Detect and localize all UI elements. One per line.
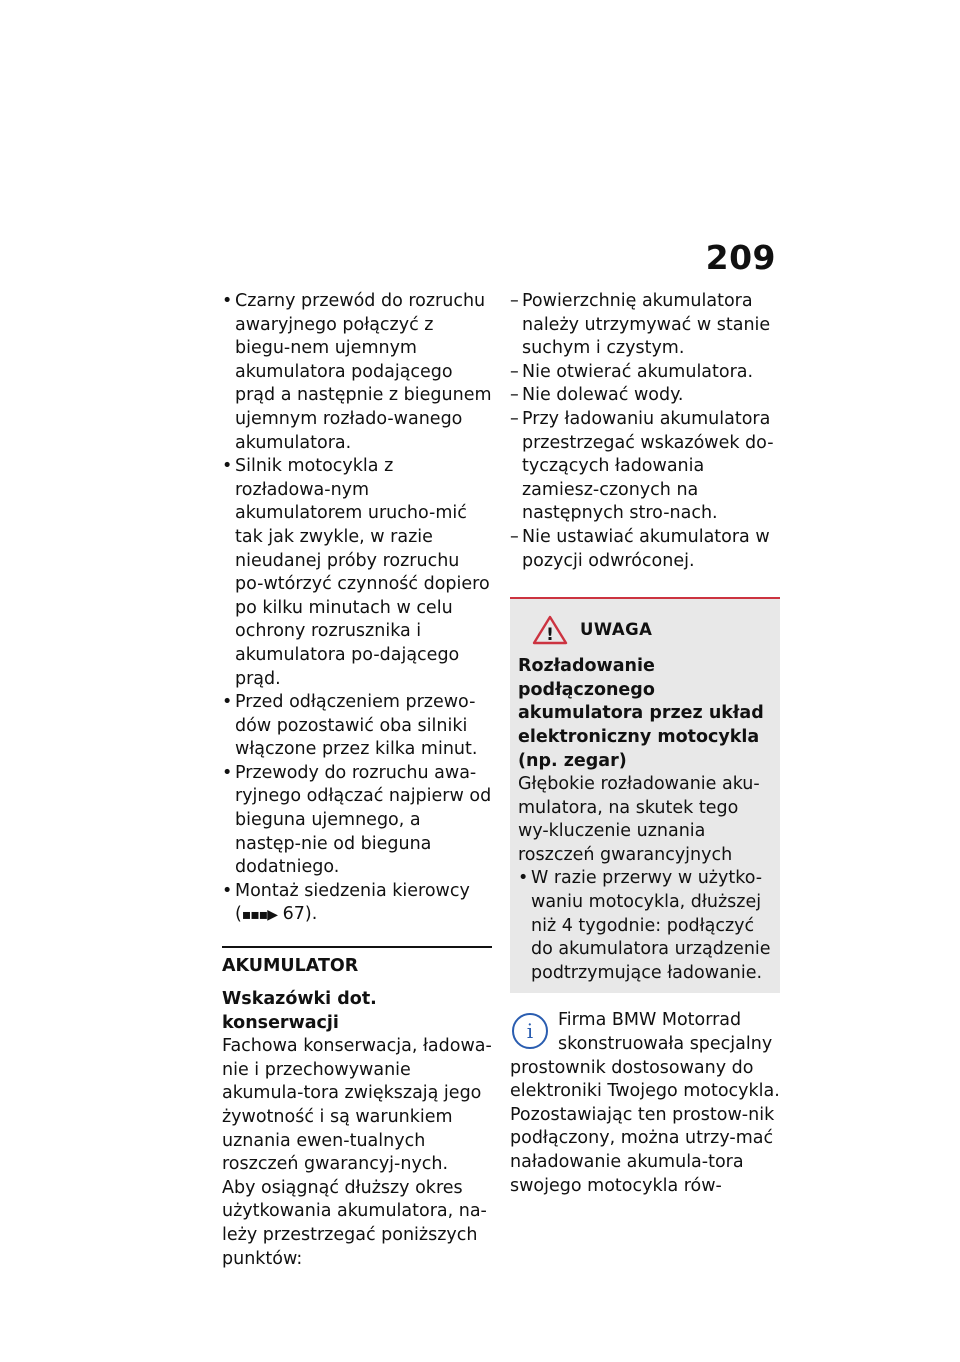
list-item-text: Przy ładowaniu akumulatora przestrzegać wskazówek do-tyczących ładowania zamiesz-czonych na następnych stro-nach. [522, 408, 774, 524]
list-item-text: Przed odłączeniem przewo-dów pozostawić oba silniki włączone przez kilka minut. [235, 692, 478, 760]
section-divider [222, 946, 492, 1271]
list-item [510, 290, 780, 361]
bullet-mark: • [222, 880, 233, 901]
list-item-text: Powierzchnię akumulatora należy utrzymywać w stanie suchym i czystym. [522, 291, 771, 359]
page-ref-arrow-icon: ▪▪▪▶ [241, 907, 278, 924]
list-item [222, 455, 492, 691]
ref-page: 67). [277, 904, 318, 925]
list-item [510, 408, 780, 526]
dash-mark: – [510, 361, 519, 382]
list-item [510, 384, 780, 408]
warning-box [510, 597, 780, 993]
bullet-mark: • [222, 692, 233, 713]
dash-mark: – [510, 291, 519, 311]
paragraph: Aby osiągnąć dłuższy okres użytkowania akumulatora, na-leży przestrzegać poniższych punktów: [222, 1177, 487, 1269]
warning-title: Rozładowanie podłączonego akumulatora przez układ elektroniczny motocykla (np. zegar) [518, 656, 764, 771]
warning-glyph: ! [546, 625, 554, 646]
list-item-text: Przewody do rozruchu awa-ryjnego odłączać najpierw od bieguna ujemnego, a następ-nie od bieguna dodatniego. [235, 762, 492, 878]
list-item [222, 880, 492, 928]
section-title: AKUMULATOR [222, 956, 359, 977]
list-item-text: Czarny przewód do rozruchu awaryjnego połączyć z biegu-nem ujemnym akumulatora podającego prąd a następnie z biegunem ujemnym rozłado-wanego akumulatora. [235, 291, 492, 453]
list-item-text: W razie przerwy w użytko-waniu motocykla, dłuższej niż 4 tygodnie: podłączyć do akumulatora urządzenie podtrzymujące ładowanie. [531, 868, 771, 983]
list-item-text: Nie ustawiać akumulatora w pozycji odwróconej. [522, 526, 770, 571]
bullet-mark: • [518, 868, 529, 889]
list-item [222, 290, 492, 455]
warning-label: UWAGA [580, 620, 653, 640]
info-icon [510, 1011, 550, 1051]
info-note [510, 1009, 780, 1198]
dash-mark: – [510, 526, 519, 547]
ref-open: ( [235, 904, 242, 925]
warning-triangle-icon [532, 615, 568, 645]
page-number: 209 [705, 238, 776, 277]
list-item-text: Silnik motocykla z rozładowa-nym akumulatorem urucho-mić tak jak zwykle, w razie nieudanej próby rozruchu po-wtórzyć czynność dopiero po kilku minutach w celu ochrony rozrusznika i akumulatora po-dającego prąd. [235, 456, 490, 689]
note-text: Firma BMW Motorrad skonstruowała specjalny prostownik dostosowany do elektroniki Twojego motocykla. Pozostawiając ten prostow-nik podłączony, można utrzy-mać naładowanie akumula-tora swojego motocykla rów- [510, 1010, 780, 1196]
list-item [222, 762, 492, 880]
list-item [510, 361, 780, 385]
list-item [222, 691, 492, 762]
subsection-title: Wskazówki dot. konserwacji [222, 989, 377, 1033]
bullet-mark: • [222, 762, 233, 783]
warning-header [518, 615, 774, 645]
list-item-text: Nie dolewać wody. [522, 385, 684, 406]
list-item [518, 867, 774, 985]
bullet-mark: • [222, 456, 233, 477]
dash-mark: – [510, 385, 519, 406]
page-reference[interactable] [235, 904, 317, 924]
bullet-mark: • [222, 291, 233, 311]
dash-mark: – [510, 408, 519, 429]
list-item-text: Montaż siedzenia kierowcy [235, 880, 470, 901]
right-column [510, 290, 780, 1198]
list-item [510, 526, 780, 573]
info-glyph: i [526, 1019, 534, 1044]
paragraph: Fachowa konserwacja, ładowa-nie i przechowywanie akumula-tora zwiększają jego żywotność i są warunkiem uznania ewen-tualnych roszczeń gwarancyj-nych. [222, 1036, 492, 1175]
list-item-text: Nie otwierać akumulatora. [522, 361, 754, 382]
left-column [222, 290, 492, 1271]
warning-body: Głębokie rozładowanie aku-mulatora, na skutek tego wy-kluczenie uznania roszczeń gwarancyjnych [518, 774, 760, 865]
